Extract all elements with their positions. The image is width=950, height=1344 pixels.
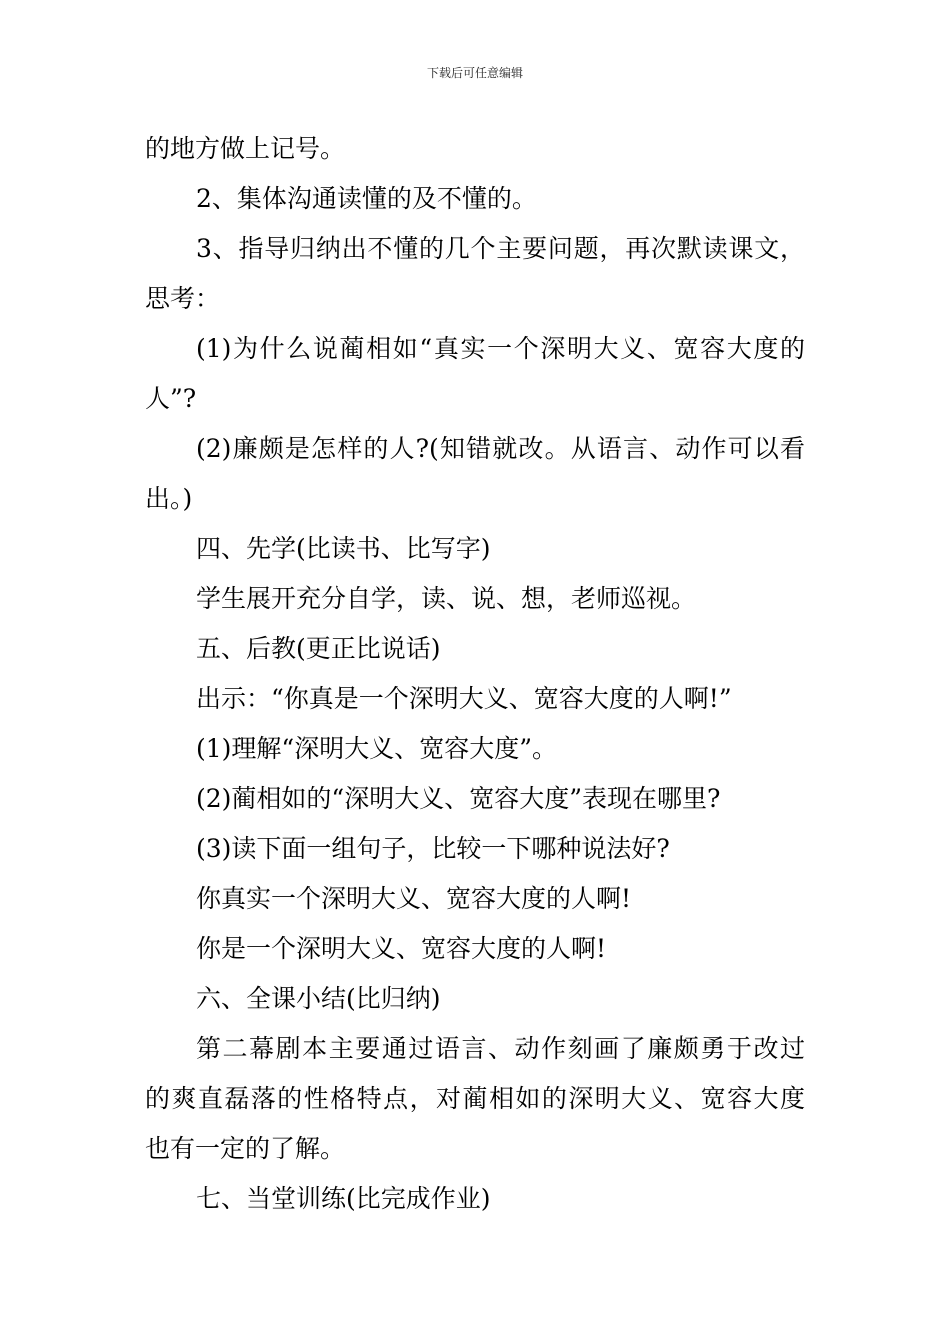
paragraph-line: 人”? xyxy=(145,384,197,413)
paragraph-line: 3、指导归纳出不懂的几个主要问题，再次默读课文， xyxy=(196,234,805,263)
section-heading: 七、当堂训练(比完成作业) xyxy=(196,1184,491,1213)
paragraph-line: (1)理解“深明大义、宽容大度”。 xyxy=(196,734,557,763)
paragraph-line: 出。) xyxy=(145,484,193,513)
section-heading: 四、先学(比读书、比写字) xyxy=(196,534,491,563)
paragraph-line: (2)廉颇是怎样的人?(知错就改。从语言、动作可以看 xyxy=(196,434,805,463)
section-heading: 六、全课小结(比归纳) xyxy=(196,984,441,1013)
paragraph-line: 的爽直磊落的性格特点，对蔺相如的深明大义、宽容大度 xyxy=(145,1084,805,1113)
paragraph-line: 2、集体沟通读懂的及不懂的。 xyxy=(196,184,537,213)
paragraph-line: (2)蔺相如的“深明大义、宽容大度”表现在哪里? xyxy=(196,784,721,813)
section-heading: 五、后教(更正比说话) xyxy=(196,634,441,663)
paragraph-line: 你是一个深明大义、宽容大度的人啊! xyxy=(196,934,607,963)
paragraph-line: (1)为什么说蔺相如“真实一个深明大义、宽容大度的 xyxy=(196,334,805,363)
paragraph-line: 你真实一个深明大义、宽容大度的人啊! xyxy=(196,884,632,913)
page-header: 下载后可任意编辑 xyxy=(426,66,523,80)
paragraph-line: 也有一定的了解。 xyxy=(145,1134,346,1163)
paragraph-line: 思考： xyxy=(145,284,221,313)
paragraph-line: (3)读下面一组句子，比较一下哪种说法好? xyxy=(196,834,670,863)
paragraph-line: 出示：“你真是一个深明大义、宽容大度的人啊!” xyxy=(196,684,732,713)
paragraph-line: 的地方做上记号。 xyxy=(145,134,346,163)
paragraph-line: 学生展开充分自学，读、说、想，老师巡视。 xyxy=(196,584,697,613)
paragraph-line: 第二幕剧本主要通过语言、动作刻画了廉颇勇于改过 xyxy=(196,1034,805,1063)
